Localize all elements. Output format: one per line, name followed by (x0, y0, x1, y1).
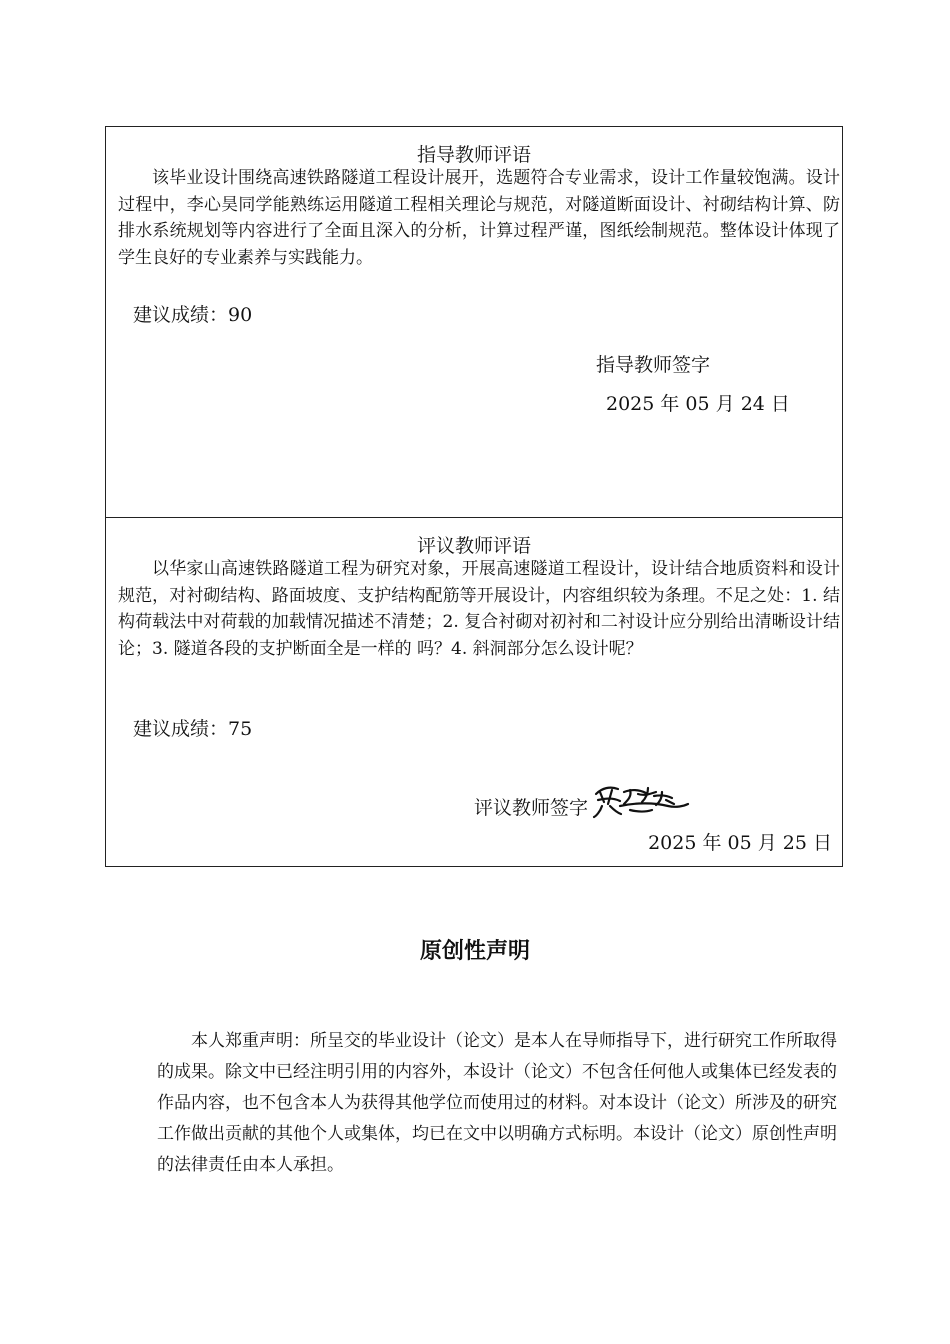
declaration-heading: 原创性声明 (419, 939, 530, 964)
advisor-signature-label: 指导教师签字 (596, 354, 711, 376)
reviewer-date: 2025 年 05 月 25 日 (648, 832, 832, 854)
reviewer-signature-line (474, 780, 690, 820)
reviewer-comment-box (105, 517, 843, 867)
reviewer-signature-label: 评议教师签字 (474, 797, 589, 819)
advisor-comment-box (105, 126, 843, 518)
reviewer-suggested-grade: 建议成绩：75 (133, 718, 253, 740)
advisor-comment-text: 该毕业设计围绕高速铁路隧道工程设计展开，选题符合专业需求，设计工作量较饱满。设计过程中，李心昊同学能熟练运用隧道工程相关理论与规范，对隧道断面设计、衬砌结构计算、防排水系统规划等内容进行了全面且深入的分析，计算过程严谨，图纸绘制规范。整体设计体现了学生良好的专业素养与实践能力。 (118, 168, 840, 268)
reviewer-comment-text: 以华家山高速铁路隧道工程为研究对象，开展高速隧道工程设计，设计结合地质资料和设计规范，对衬砌结构、路面坡度、支护结构配筋等开展设计，内容组织较为条理。不足之处：1. 结构荷载法中对荷载的加载情况描述不清楚；2. 复合衬砌对初衬和二衬设计应分别给出清晰设计结论；3. 隧道各段的支护断面全是一样的 吗？4. 斜洞部分怎么设计呢？ (118, 559, 840, 659)
advisor-comment-title: 指导教师评语 (416, 144, 531, 166)
advisor-suggested-grade: 建议成绩：90 (133, 304, 253, 326)
declaration-text: 本人郑重声明：所呈交的毕业设计（论文）是本人在导师指导下，进行研究工作所取得的成果。除文中已经注明引用的内容外，本设计（论文）不包含任何他人或集体已经发表的作品内容，也不包含本人为获得其他学位而使用过的材料。对本设计（论文）所涉及的研究工作做出贡献的其他个人或集体，均已在文中以明确方式标明。本设计（论文）原创性声明的法律责任由本人承担。 (157, 1031, 837, 1175)
advisor-date: 2025 年 05 月 24 日 (606, 393, 790, 415)
handwritten-signature (590, 780, 690, 820)
reviewer-comment-title: 评议教师评语 (416, 535, 531, 557)
